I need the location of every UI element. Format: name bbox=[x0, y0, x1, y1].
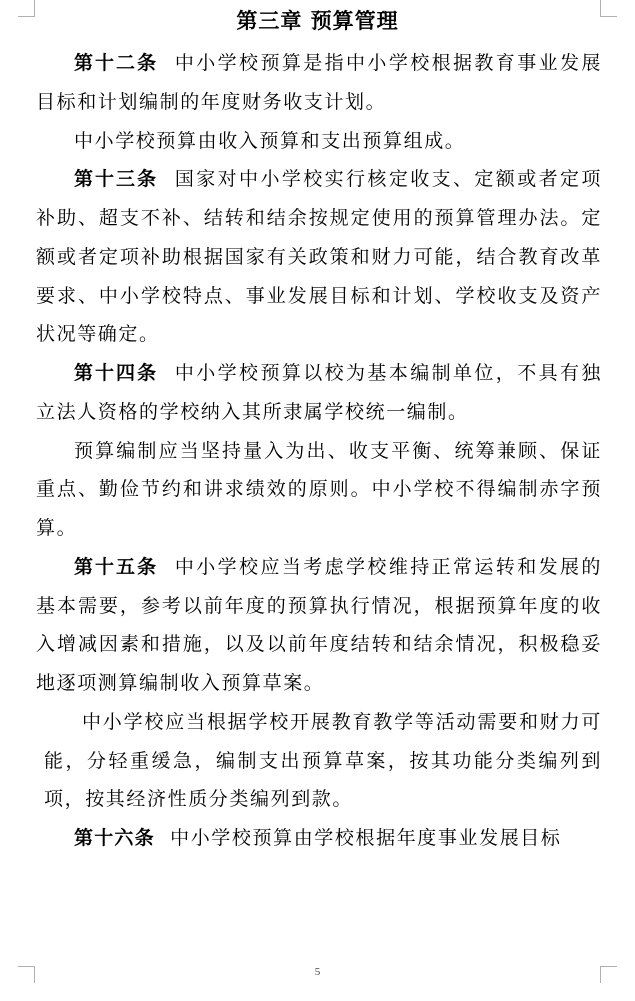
article-number: 第十四条 bbox=[74, 362, 158, 384]
paragraph-text: 中小学校预算由学校根据年度事业发展目标 bbox=[170, 827, 562, 849]
paragraph-article-14 bbox=[36, 354, 602, 432]
document-body bbox=[36, 44, 602, 858]
paragraph bbox=[36, 122, 602, 161]
page-number: 5 bbox=[314, 966, 321, 978]
article-number: 第十三条 bbox=[74, 168, 158, 191]
chapter-title: 第三章 预算管理 bbox=[236, 9, 399, 33]
paragraph-article-13 bbox=[36, 160, 602, 354]
paragraph-text: 中小学校应当考虑学校维持正常运转和发展的基本需要，参考以前年度的预算执行情况，根据预算年度的收入增减因素和措施，以及以前年度结转和结余情况，积极稳妥地逐项测算编制收入预算草案。 bbox=[36, 555, 602, 694]
article-number: 第十五条 bbox=[74, 555, 158, 578]
paragraph-text: 预算编制应当坚持量入为出、收支平衡、统筹兼顾、保证重点、勤俭节约和讲求绩效的原则。中小学校不得编制赤字预算。 bbox=[36, 439, 602, 539]
paragraph-article-12 bbox=[36, 44, 602, 122]
paragraph-article-16 bbox=[36, 819, 602, 858]
paragraph-text: 国家对中小学校实行核定收支、定额或者定项补助、超支不补、结转和结余按规定使用的预算管理办法。定额或者定项补助根据国家有关政策和财力可能，结合教育改革要求、中小学校特点、事业发展目标和计划、学校收支及资产状况等确定。 bbox=[36, 168, 602, 346]
paragraph-text: 中小学校预算由收入预算和支出预算组成。 bbox=[74, 129, 466, 152]
paragraph-article-15 bbox=[36, 548, 602, 703]
article-number: 第十二条 bbox=[74, 52, 158, 74]
paragraph bbox=[36, 703, 602, 819]
article-number: 第十六条 bbox=[74, 827, 155, 849]
paragraph-text: 中小学校预算以校为基本编制单位，不具有独立法人资格的学校纳入其所隶属学校统一编制。 bbox=[36, 362, 602, 423]
paragraph-text: 中小学校预算是指中小学校根据教育事业发展目标和计划编制的年度财务收支计划。 bbox=[36, 52, 602, 113]
paragraph-text: 中小学校应当根据学校开展教育教学等活动需要和财力可能，分轻重缓急，编制支出预算草案，按其功能分类编列到项，按其经济性质分类编列到款。 bbox=[44, 710, 602, 811]
paragraph bbox=[36, 432, 602, 548]
